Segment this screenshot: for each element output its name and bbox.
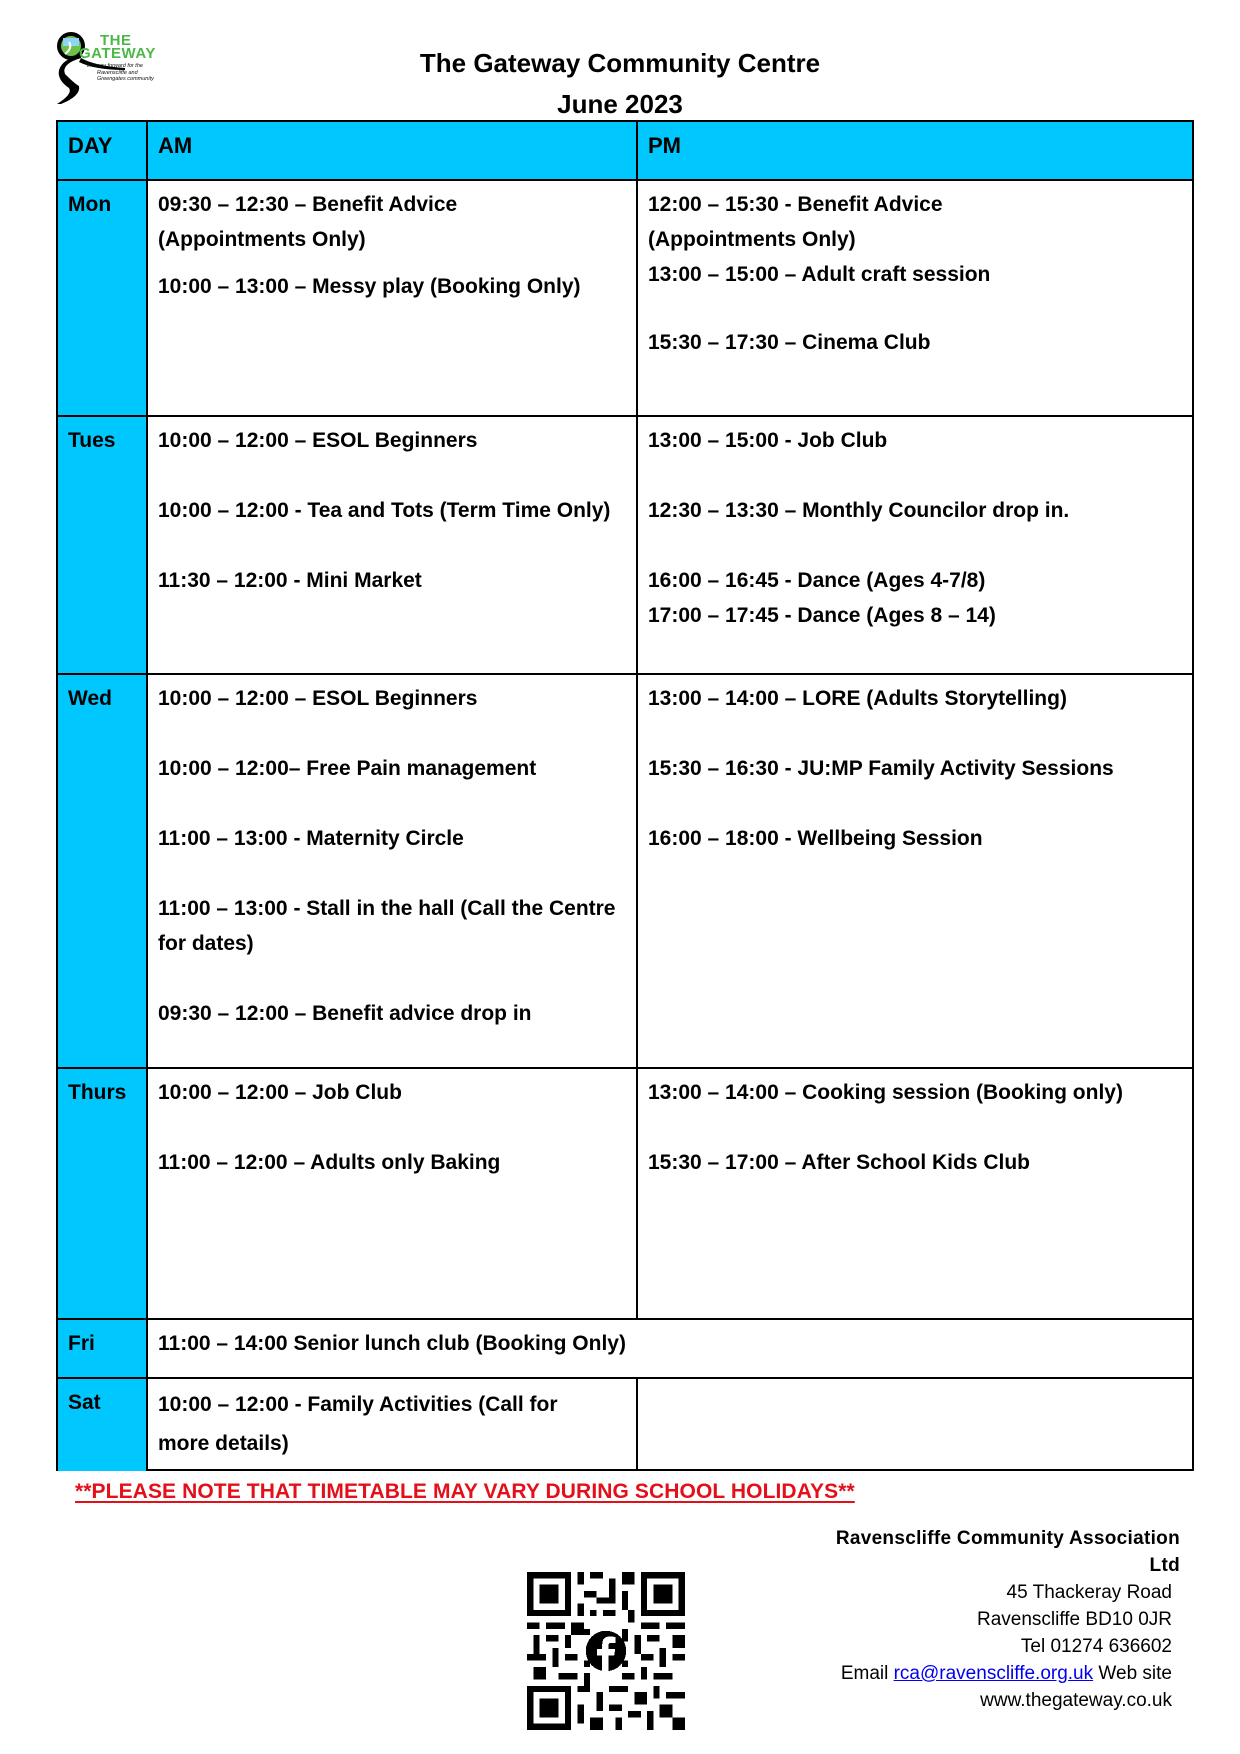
activity-entry: 12:00 – 15:30 - Benefit Advice (Appointments Only) (648, 193, 943, 251)
table-header-row (58, 122, 1192, 181)
website-label: Web site (1098, 1663, 1172, 1684)
logo-tagline-line: Greengates community (97, 76, 154, 82)
pm-cell (638, 1069, 1192, 1318)
logo-tagline-line: Ravenscliffe and (97, 69, 138, 76)
day-label: Sat (58, 1379, 148, 1471)
activity-entry: 17:00 – 17:45 - Dance (Ages 8 – 14) (648, 604, 996, 627)
activity-entry: 13:00 – 15:00 - Job Club (648, 429, 888, 452)
table-row-wed (58, 675, 1192, 1069)
activity-entry: 15:30 – 17:30 – Cinema Club (648, 331, 931, 354)
table-row-sat (58, 1379, 1192, 1471)
activity-entry: 16:00 – 18:00 - Wellbeing Session (648, 827, 983, 850)
logo-tagline-line: the way forward for the (87, 63, 143, 69)
activity-entry: 15:30 – 16:30 - JU:MP Family Activity Sessions (648, 757, 1114, 780)
address-line2: Ravenscliffe BD10 0JR (976, 1609, 1172, 1630)
school-holidays-note: **PLEASE NOTE THAT TIMETABLE MAY VARY DURING SCHOOL HOLIDAYS** (75, 1480, 855, 1503)
activity-entry: 10:00 – 12:00 – ESOL Beginners (158, 687, 478, 710)
am-cell (148, 181, 638, 415)
activity-entry: 11:00 – 12:00 – Adults only Baking (158, 1151, 501, 1174)
page-title: The Gateway Community Centre (419, 48, 821, 78)
activity-entry: 10:00 – 12:00 – Job Club (158, 1081, 402, 1104)
activity-entry: 11:00 – 13:00 - Stall in the hall (Call the Centre for dates) (158, 897, 616, 955)
table-row-thurs (58, 1069, 1192, 1320)
activity-entry: 13:00 – 15:00 – Adult craft session (648, 263, 991, 286)
page-subtitle-month: June 2023 (557, 89, 683, 119)
column-header-day: DAY (58, 122, 148, 179)
pm-cell (638, 417, 1192, 673)
timetable (56, 120, 1194, 1471)
telephone: Tel 01274 636602 (1020, 1636, 1172, 1657)
pm-cell (638, 181, 1192, 415)
facebook-qr-code[interactable] (527, 1572, 685, 1730)
am-cell (148, 675, 638, 1067)
day-label: Tues (58, 417, 148, 673)
activity-entry: 13:00 – 14:00 – LORE (Adults Storytelling) (648, 687, 1067, 710)
activity-entry: 15:30 – 17:00 – After School Kids Club (648, 1151, 1031, 1174)
address-line1: 45 Thackeray Road (1006, 1582, 1172, 1603)
logo-text-gateway: GATEWAY (79, 45, 156, 62)
contact-block (760, 1525, 1180, 1714)
table-row-mon (58, 181, 1192, 417)
day-label: Wed (58, 675, 148, 1067)
table-row-tues (58, 417, 1192, 675)
am-cell (148, 1069, 638, 1318)
activity-entry: 10:00 – 12:00– Free Pain management (158, 757, 537, 780)
activity-entry: 12:30 – 13:30 – Monthly Councilor drop in. (648, 499, 1070, 522)
pm-cell (638, 675, 1192, 1067)
day-label: Thurs (58, 1069, 148, 1318)
email-label: Email (840, 1663, 889, 1684)
pm-cell-empty (638, 1379, 1192, 1471)
activity-entry: 09:30 – 12:00 – Benefit advice drop in (158, 1002, 532, 1025)
activity-entry: 13:00 – 14:00 – Cooking session (Booking only) (648, 1081, 1123, 1104)
activity-entry: 10:00 – 12:00 - Tea and Tots (Term Time Only) (158, 499, 611, 522)
column-header-pm: PM (638, 122, 1192, 179)
activity-entry: 09:30 – 12:30 – Benefit Advice (Appointments Only) (158, 193, 458, 251)
activity-entry: 11:30 – 12:00 - Mini Market (158, 569, 422, 592)
website-link[interactable]: www.thegateway.co.uk (980, 1690, 1172, 1711)
day-label: Mon (58, 181, 148, 415)
activity-entry: 11:00 – 13:00 - Maternity Circle (158, 827, 464, 850)
activity-entry: 16:00 – 16:45 - Dance (Ages 4-7/8) (648, 569, 986, 592)
organisation-name-line1: Ravenscliffe Community Association (835, 1528, 1180, 1549)
organisation-name (760, 1525, 1180, 1579)
email-link[interactable]: rca@ravenscliffe.org.uk (893, 1663, 1094, 1684)
am-cell (148, 1379, 638, 1471)
am-cell (148, 417, 638, 673)
table-row-fri (58, 1320, 1192, 1379)
logo-text-the: THE (100, 32, 132, 49)
day-label: Fri (58, 1320, 148, 1377)
column-header-am: AM (148, 122, 638, 179)
activity-entry: 10:00 – 12:00 – ESOL Beginners (158, 429, 478, 452)
activity-entry: 10:00 – 13:00 – Messy play (Booking Only) (158, 275, 581, 298)
all-day-cell: 11:00 – 14:00 Senior lunch club (Booking Only) (158, 1332, 626, 1355)
email-line (760, 1660, 1180, 1687)
activity-entry: 10:00 – 12:00 - Family Activities (Call for more details) (158, 1393, 558, 1455)
organisation-name-line2: Ltd (1149, 1555, 1180, 1576)
